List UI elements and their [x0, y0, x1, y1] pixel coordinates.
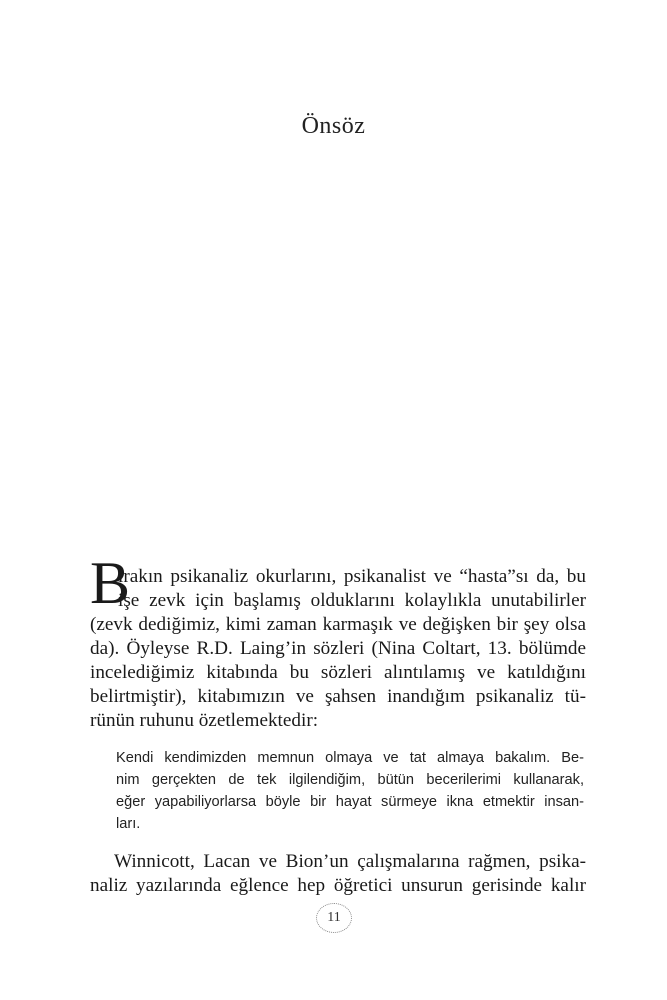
page-title: Önsöz	[301, 113, 366, 139]
quote-line: ları.	[116, 816, 141, 832]
page-number	[316, 903, 352, 933]
paragraph-2	[90, 850, 586, 898]
paragraph-line: incelediğimiz kitabında bu sözleri alıntılamış ve katıldığını	[90, 662, 586, 683]
quote-line: eğer yapabiliyorlarsa böyle bir hayat sürmeye ikna etmektir insan-	[116, 794, 584, 810]
paragraph-line: naliz yazılarında eğlence hep öğretici unsurun gerisinde kalır	[90, 875, 586, 896]
drop-cap: B	[90, 550, 131, 616]
paragraph-line: (zevk dediğimiz, kimi zaman karmaşık ve değişken bir şey olsa	[90, 614, 586, 635]
paragraph-1	[90, 565, 586, 733]
block-quote	[116, 747, 584, 835]
quote-line: nim gerçekten de tek ilgilendiğim, bütün becerilerimi kullanarak,	[116, 772, 584, 788]
paragraph-line: Winnicott, Lacan ve Bion’un çalışmalarına rağmen, psika-	[114, 851, 586, 872]
paragraph-line: ırakın psikanaliz okurlarını, psikanalist ve “hasta”sı da, bu	[118, 566, 586, 587]
paragraph-line: belirtmiştir), kitabımızın ve şahsen inandığım psikanaliz tü-	[90, 686, 586, 707]
paragraph-line: rünün ruhunu özetlemektedir:	[90, 710, 319, 731]
page-number-label: 11	[327, 910, 341, 925]
quote-line: Kendi kendimizden memnun olmaya ve tat almaya bakalım. Be-	[116, 750, 584, 766]
paragraph-line: da). Öyleyse R.D. Laing’in sözleri (Nina Coltart, 13. bölümde	[90, 638, 586, 659]
paragraph-line: işe zevk için başlamış olduklarını kolaylıkla unutabilirler	[118, 590, 586, 611]
